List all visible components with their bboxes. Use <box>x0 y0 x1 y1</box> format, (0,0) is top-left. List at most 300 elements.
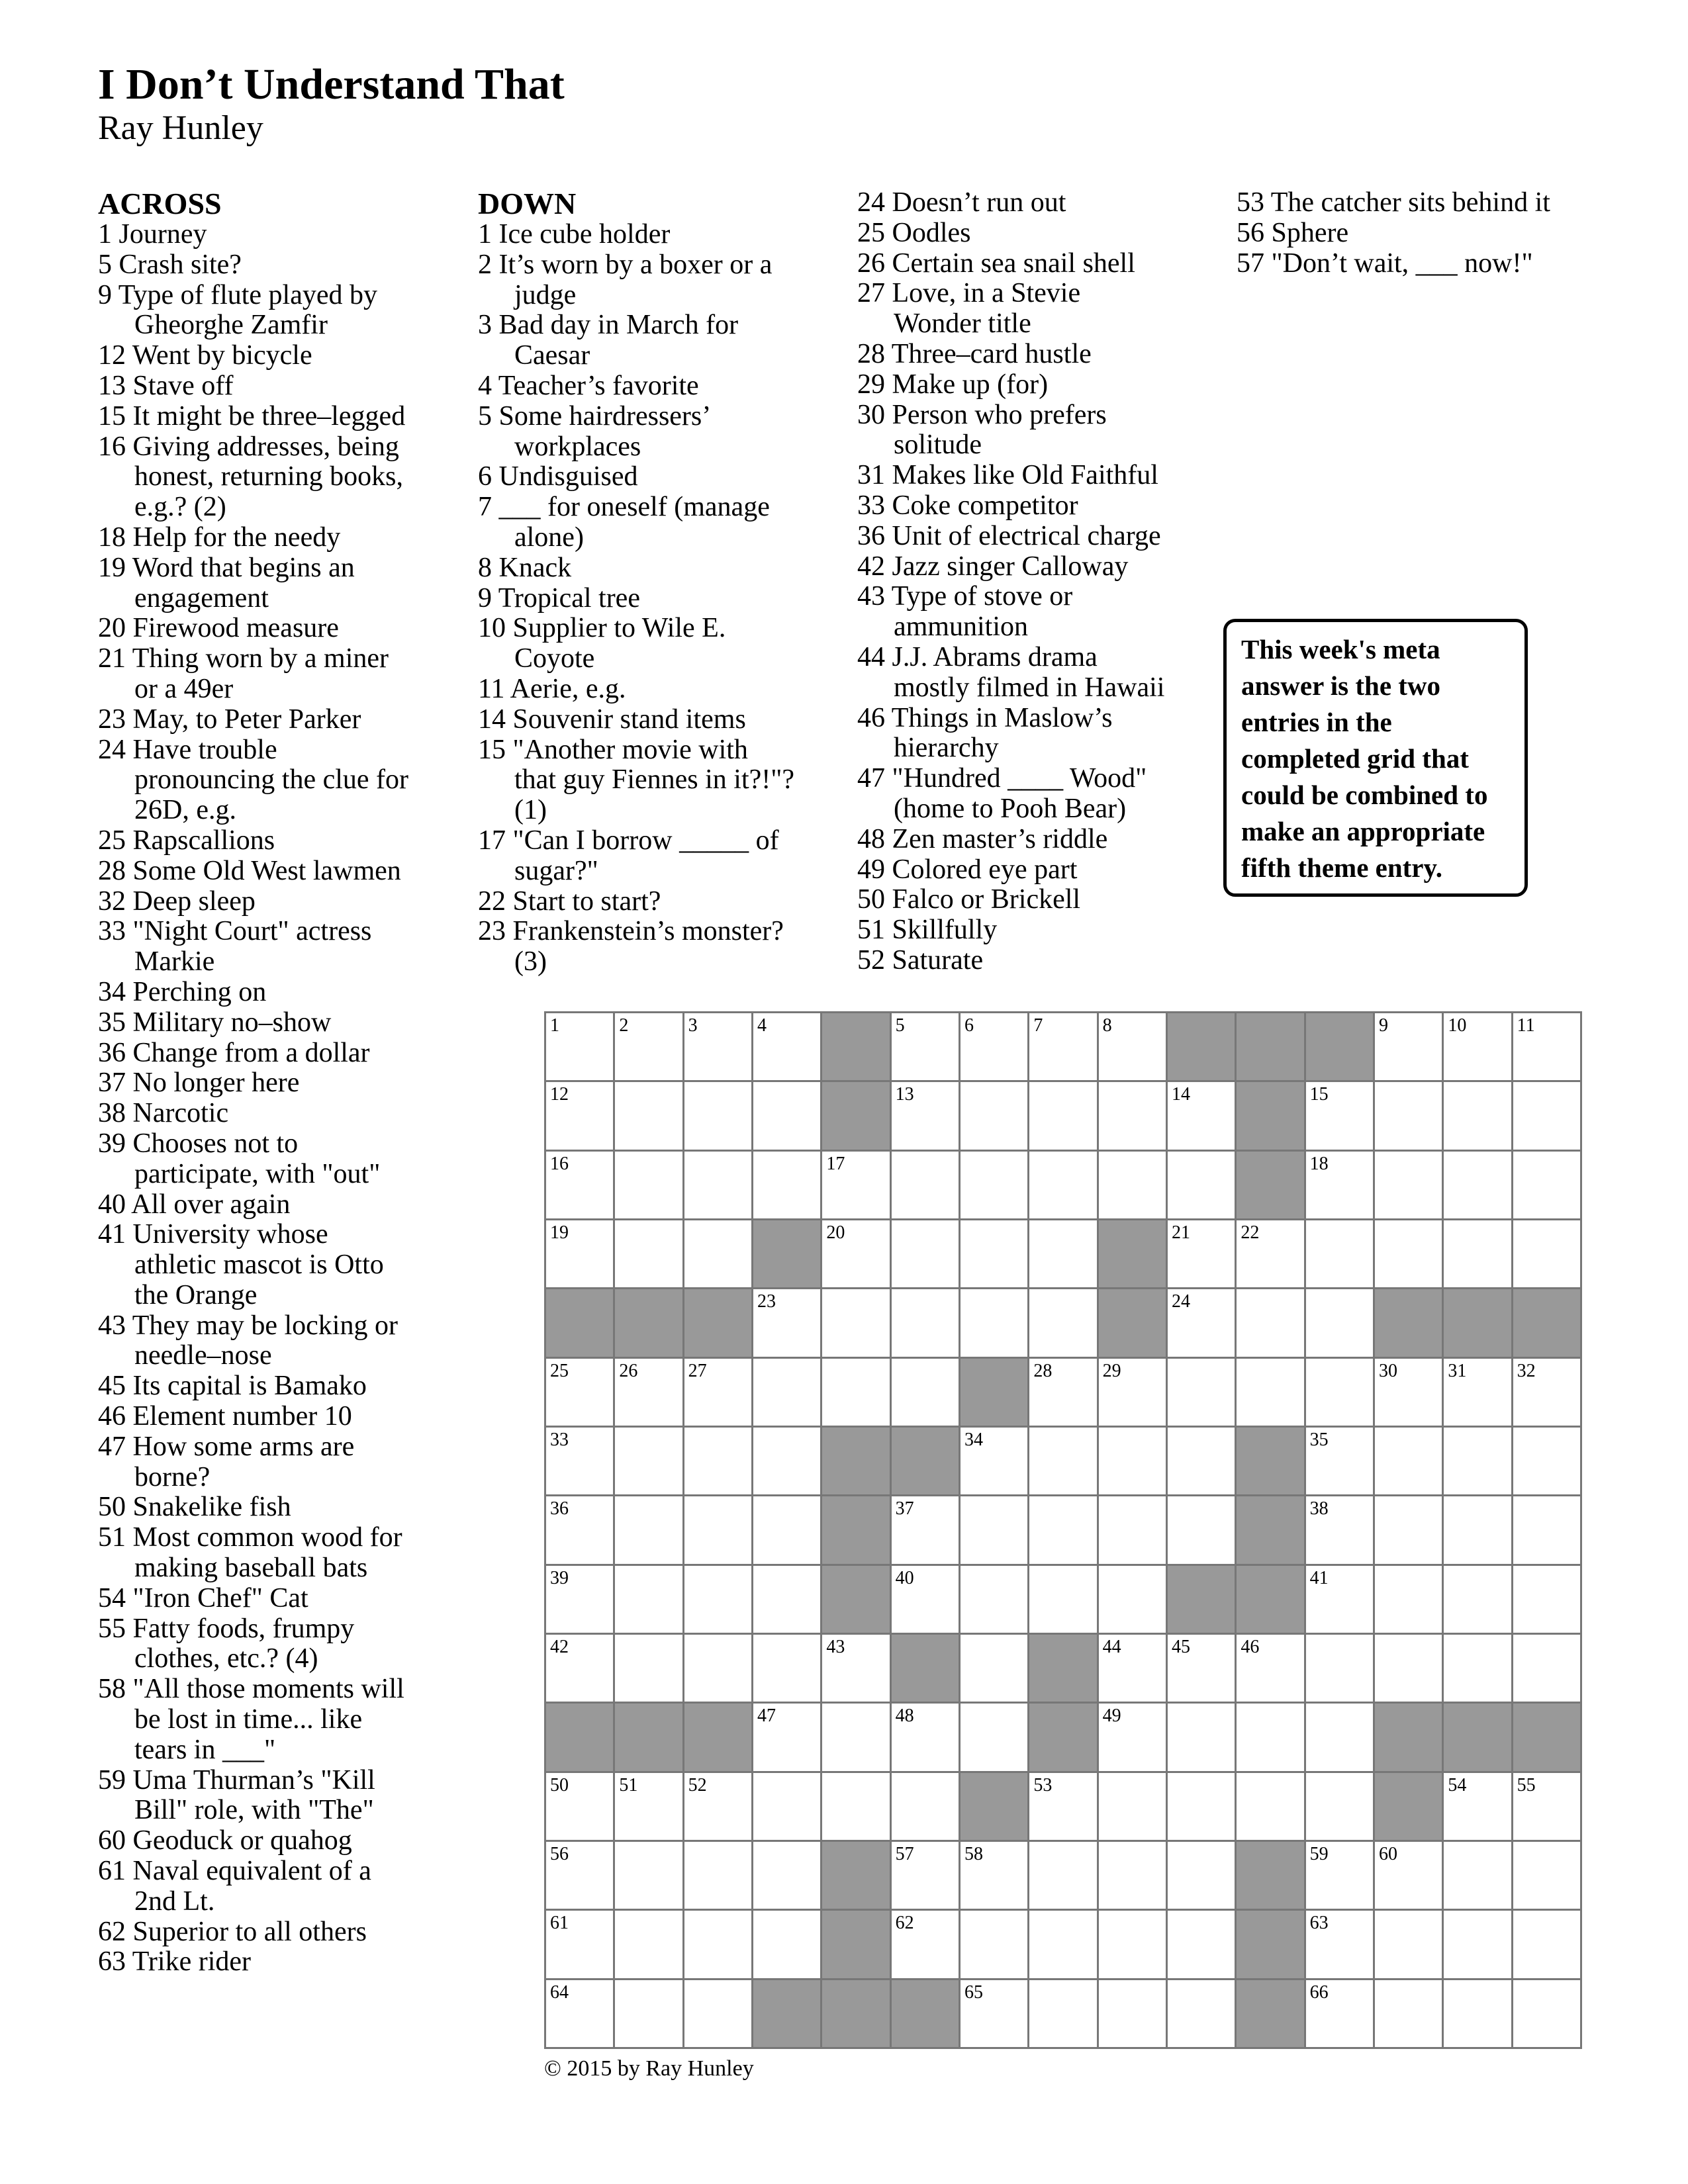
grid-cell[interactable] <box>1306 1289 1375 1358</box>
clue-item: 53 The catcher sits behind it <box>1237 187 1550 218</box>
grid-cell[interactable] <box>1029 1152 1098 1220</box>
clue-item: 25 Oodles <box>857 217 971 248</box>
grid-cell[interactable] <box>1099 1773 1168 1842</box>
grid-cell[interactable] <box>684 1152 753 1220</box>
grid-cell[interactable] <box>1029 1496 1098 1565</box>
grid-cell[interactable] <box>961 1082 1029 1151</box>
grid-cell[interactable] <box>1306 1980 1375 2049</box>
grid-block <box>1237 1082 1305 1151</box>
clue-item: 51 Skillfully <box>857 915 998 946</box>
clue-item: 42 Jazz singer Calloway <box>857 551 1129 582</box>
grid-cell[interactable] <box>822 1289 891 1358</box>
clue-item: 55 Fatty foods, frumpy clothes, etc.? (4) <box>98 1613 355 1674</box>
grid-cell[interactable] <box>1168 1704 1237 1772</box>
clue-item: 28 Some Old West lawmen <box>98 855 401 886</box>
grid-cell[interactable] <box>684 1773 753 1842</box>
grid-cell[interactable] <box>1168 1635 1237 1704</box>
grid-cell-number: 12 <box>550 1084 569 1105</box>
grid-block <box>892 1428 961 1496</box>
grid-cell[interactable] <box>1513 1220 1582 1289</box>
grid-cell[interactable] <box>684 1496 753 1565</box>
grid-cell[interactable] <box>1168 1980 1237 2049</box>
grid-cell-number: 25 <box>550 1360 569 1381</box>
grid-cell[interactable] <box>892 1082 961 1151</box>
grid-block <box>1444 1289 1513 1358</box>
grid-block <box>1168 1566 1237 1635</box>
grid-cell[interactable] <box>1444 1635 1513 1704</box>
grid-block <box>1375 1704 1444 1772</box>
grid-cell[interactable] <box>1099 1980 1168 2049</box>
grid-cell[interactable] <box>1513 1013 1582 1082</box>
grid-cell[interactable] <box>1168 1289 1237 1358</box>
clue-item: 62 Superior to all others <box>98 1916 367 1947</box>
clue-column-4 <box>1237 188 1607 279</box>
across-heading: ACROSS <box>98 187 222 220</box>
grid-block <box>1029 1635 1098 1704</box>
grid-cell[interactable] <box>546 1496 615 1565</box>
grid-cell[interactable] <box>546 1220 615 1289</box>
grid-cell[interactable] <box>1099 1911 1168 1979</box>
grid-cell[interactable] <box>1513 1566 1582 1635</box>
grid-block <box>1237 1013 1305 1082</box>
grid-cell-number: 29 <box>1102 1360 1121 1381</box>
grid-cell-number: 39 <box>550 1567 569 1588</box>
grid-cell[interactable] <box>546 1082 615 1151</box>
grid-cell[interactable] <box>1444 1220 1513 1289</box>
grid-cell[interactable] <box>1513 1911 1582 1979</box>
grid-cell[interactable] <box>1237 1773 1305 1842</box>
grid-cell-number: 48 <box>895 1706 914 1727</box>
grid-cell[interactable] <box>961 1704 1029 1772</box>
meta-instructions-box: This week's meta answer is the two entries in the completed grid that could be combined to make an appropriate fifth theme entry. <box>1223 619 1528 897</box>
grid-cell-number: 49 <box>1102 1706 1121 1727</box>
grid-cell-number: 36 <box>550 1498 569 1520</box>
clue-item: 31 Makes like Old Faithful <box>857 460 1158 491</box>
grid-cell[interactable] <box>684 1980 753 2049</box>
clue-item: 43 They may be locking or needle–nose <box>98 1310 398 1371</box>
clue-item: 9 Type of flute played by Gheorghe Zamfir <box>98 279 378 341</box>
grid-cell[interactable] <box>546 1635 615 1704</box>
grid-cell[interactable] <box>1099 1013 1168 1082</box>
grid-cell[interactable] <box>1168 1773 1237 1842</box>
grid-cell[interactable] <box>615 1220 684 1289</box>
grid-cell[interactable] <box>1099 1428 1168 1496</box>
grid-cell[interactable] <box>822 1704 891 1772</box>
grid-cell[interactable] <box>753 1842 822 1911</box>
grid-cell[interactable] <box>684 1842 753 1911</box>
grid-cell[interactable] <box>1168 1496 1237 1565</box>
grid-cell-number: 63 <box>1309 1913 1329 1934</box>
grid-cell[interactable] <box>961 1220 1029 1289</box>
grid-cell-number: 18 <box>1309 1153 1329 1174</box>
grid-cell[interactable] <box>546 1773 615 1842</box>
grid-cell[interactable] <box>615 1566 684 1635</box>
clue-item: 21 Thing worn by a miner or a 49er <box>98 643 389 704</box>
grid-cell-number: 62 <box>895 1913 914 1934</box>
grid-cell[interactable] <box>684 1082 753 1151</box>
copyright-notice: © 2015 by Ray Hunley <box>544 2056 754 2081</box>
clue-item: 59 Uma Thurman’s "Kill Bill" role, with "The" <box>98 1764 375 1826</box>
grid-block <box>822 1496 891 1565</box>
grid-cell[interactable] <box>684 1911 753 1979</box>
down-heading: DOWN <box>478 187 577 220</box>
grid-cell[interactable] <box>1306 1359 1375 1428</box>
grid-block <box>1513 1704 1582 1772</box>
grid-cell[interactable] <box>1099 1359 1168 1428</box>
grid-cell[interactable] <box>961 1911 1029 1979</box>
grid-cell[interactable] <box>1099 1704 1168 1772</box>
grid-cell[interactable] <box>615 1082 684 1151</box>
grid-cell[interactable] <box>1375 1635 1444 1704</box>
grid-cell[interactable] <box>615 1359 684 1428</box>
grid-cell[interactable] <box>892 1704 961 1772</box>
grid-cell-number: 24 <box>1172 1291 1190 1312</box>
clue-item: 29 Make up (for) <box>857 369 1049 400</box>
grid-block <box>1168 1013 1237 1082</box>
grid-cell[interactable] <box>1375 1082 1444 1151</box>
grid-cell[interactable] <box>753 1082 822 1151</box>
grid-cell[interactable] <box>753 1704 822 1772</box>
clue-item: 49 Colored eye part <box>857 854 1078 885</box>
grid-cell[interactable] <box>892 1359 961 1428</box>
clue-item: 2 It’s worn by a boxer or a judge <box>478 249 773 310</box>
grid-cell-number: 61 <box>550 1913 569 1934</box>
grid-cell[interactable] <box>822 1359 891 1428</box>
grid-cell[interactable] <box>1306 1220 1375 1289</box>
clue-item: 37 No longer here <box>98 1068 300 1099</box>
grid-block <box>961 1773 1029 1842</box>
grid-cell[interactable] <box>892 1773 961 1842</box>
grid-cell-number: 64 <box>550 1981 569 2003</box>
clue-item: 60 Geoduck or quahog <box>98 1825 352 1856</box>
grid-cell[interactable] <box>1237 1704 1305 1772</box>
grid-block <box>822 1013 891 1082</box>
grid-cell[interactable] <box>684 1428 753 1496</box>
grid-cell[interactable] <box>546 1980 615 2049</box>
grid-cell[interactable] <box>1444 1773 1513 1842</box>
grid-cell[interactable] <box>684 1359 753 1428</box>
grid-cell[interactable] <box>753 1013 822 1082</box>
grid-cell[interactable] <box>1029 1359 1098 1428</box>
clue-item: 14 Souvenir stand items <box>478 704 746 735</box>
grid-block <box>1237 1911 1305 1979</box>
grid-cell-number: 22 <box>1241 1222 1260 1243</box>
clue-item: 46 Things in Maslow’s hierarchy <box>857 702 1113 764</box>
clue-item: 26 Certain sea snail shell <box>857 248 1135 279</box>
clue-item: 11 Aerie, e.g. <box>478 673 626 704</box>
grid-cell[interactable] <box>1099 1635 1168 1704</box>
clue-item: 58 "All those moments will be lost in time... like tears in ___" <box>98 1674 404 1765</box>
grid-cell[interactable] <box>1375 1428 1444 1496</box>
grid-cell[interactable] <box>684 1566 753 1635</box>
grid-block <box>1099 1289 1168 1358</box>
grid-cell[interactable] <box>1513 1152 1582 1220</box>
grid-cell[interactable] <box>1099 1152 1168 1220</box>
clue-item: 43 Type of stove or ammunition <box>857 581 1073 643</box>
grid-cell[interactable] <box>1513 1428 1582 1496</box>
clue-item: 47 How some arms are borne? <box>98 1431 355 1492</box>
grid-cell[interactable] <box>1306 1911 1375 1979</box>
clue-item: 23 May, to Peter Parker <box>98 704 361 735</box>
grid-cell[interactable] <box>892 1842 961 1911</box>
grid-cell[interactable] <box>1306 1152 1375 1220</box>
grid-cell[interactable] <box>1306 1428 1375 1496</box>
clue-item: 34 Perching on <box>98 976 267 1007</box>
grid-cell[interactable] <box>1029 1773 1098 1842</box>
grid-cell[interactable] <box>1306 1635 1375 1704</box>
grid-cell-number: 10 <box>1448 1015 1467 1036</box>
grid-cell[interactable] <box>753 1359 822 1428</box>
grid-cell[interactable] <box>892 1566 961 1635</box>
clue-item: 17 "Can I borrow _____ of sugar?" <box>478 825 779 886</box>
grid-cell[interactable] <box>1444 1980 1513 2049</box>
clue-item: 36 Change from a dollar <box>98 1037 370 1068</box>
grid-cell[interactable] <box>1029 1842 1098 1911</box>
grid-cell[interactable] <box>546 1152 615 1220</box>
grid-cell[interactable] <box>1513 1773 1582 1842</box>
grid-cell-number: 30 <box>1379 1360 1397 1381</box>
grid-cell[interactable] <box>1513 1980 1582 2049</box>
grid-cell[interactable] <box>1444 1842 1513 1911</box>
grid-cell[interactable] <box>1306 1566 1375 1635</box>
grid-cell[interactable] <box>1375 1911 1444 1979</box>
grid-cell[interactable] <box>1168 1842 1237 1911</box>
grid-cell[interactable] <box>892 1220 961 1289</box>
grid-block <box>1237 1428 1305 1496</box>
grid-cell[interactable] <box>1099 1842 1168 1911</box>
grid-cell[interactable] <box>1375 1842 1444 1911</box>
grid-cell[interactable] <box>546 1013 615 1082</box>
grid-cell[interactable] <box>546 1566 615 1635</box>
grid-cell[interactable] <box>1444 1359 1513 1428</box>
grid-cell[interactable] <box>1029 1013 1098 1082</box>
grid-cell[interactable] <box>892 1911 961 1979</box>
clue-item: 5 Crash site? <box>98 249 242 280</box>
grid-cell[interactable] <box>961 1496 1029 1565</box>
grid-cell[interactable] <box>822 1220 891 1289</box>
grid-cell[interactable] <box>961 1013 1029 1082</box>
grid-cell[interactable] <box>546 1428 615 1496</box>
grid-cell[interactable] <box>1099 1566 1168 1635</box>
grid-cell[interactable] <box>753 1635 822 1704</box>
grid-cell[interactable] <box>1306 1773 1375 1842</box>
grid-cell[interactable] <box>1306 1082 1375 1151</box>
grid-block <box>1237 1980 1305 2049</box>
clue-item: 47 "Hundred ____ Wood" (home to Pooh Bear) <box>857 763 1147 824</box>
clue-item: 22 Start to start? <box>478 886 661 917</box>
grid-cell[interactable] <box>1237 1289 1305 1358</box>
grid-cell[interactable] <box>822 1635 891 1704</box>
grid-cell[interactable] <box>615 1842 684 1911</box>
grid-cell-number: 43 <box>826 1637 845 1657</box>
grid-cell[interactable] <box>961 1635 1029 1704</box>
grid-cell[interactable] <box>1029 1082 1098 1151</box>
grid-cell[interactable] <box>961 1566 1029 1635</box>
clue-item: 33 Coke competitor <box>857 490 1078 521</box>
grid-cell-number: 15 <box>1309 1084 1329 1105</box>
grid-cell[interactable] <box>753 1152 822 1220</box>
clue-column-1 <box>98 188 449 1978</box>
grid-cell[interactable] <box>1099 1496 1168 1565</box>
clue-item: 4 Teacher’s favorite <box>478 370 699 401</box>
grid-cell-number: 51 <box>619 1774 638 1796</box>
grid-cell[interactable] <box>1513 1082 1582 1151</box>
grid-cell-number: 13 <box>895 1084 914 1105</box>
grid-cell[interactable] <box>1375 1496 1444 1565</box>
grid-cell[interactable] <box>1168 1152 1237 1220</box>
grid-cell[interactable] <box>753 1289 822 1358</box>
grid-cell[interactable] <box>1237 1220 1305 1289</box>
grid-cell[interactable] <box>753 1773 822 1842</box>
grid-cell-number: 27 <box>688 1360 707 1381</box>
clue-item: 24 Doesn’t run out <box>857 187 1066 218</box>
grid-cell[interactable] <box>615 1911 684 1979</box>
grid-cell[interactable] <box>1444 1013 1513 1082</box>
grid-block <box>1444 1704 1513 1772</box>
grid-cell[interactable] <box>1029 1289 1098 1358</box>
grid-block <box>753 1220 822 1289</box>
grid-cell[interactable] <box>1444 1152 1513 1220</box>
grid-block <box>1513 1289 1582 1358</box>
clue-item: 56 Sphere <box>1237 217 1349 248</box>
grid-cell[interactable] <box>1168 1359 1237 1428</box>
grid-cell[interactable] <box>615 1980 684 2049</box>
grid-block <box>892 1980 961 2049</box>
clue-item: 36 Unit of electrical charge <box>857 520 1161 551</box>
grid-block <box>684 1704 753 1772</box>
grid-cell[interactable] <box>753 1911 822 1979</box>
grid-cell[interactable] <box>1168 1220 1237 1289</box>
grid-cell[interactable] <box>1306 1704 1375 1772</box>
grid-cell[interactable] <box>684 1635 753 1704</box>
grid-cell[interactable] <box>1375 1566 1444 1635</box>
grid-cell[interactable] <box>1444 1082 1513 1151</box>
clue-item: 25 Rapscallions <box>98 825 275 856</box>
grid-cell[interactable] <box>753 1566 822 1635</box>
clue-item: 13 Stave off <box>98 370 234 401</box>
clue-item: 23 Frankenstein’s monster? (3) <box>478 916 784 978</box>
grid-cell[interactable] <box>1168 1911 1237 1979</box>
grid-cell[interactable] <box>1375 1152 1444 1220</box>
grid-cell[interactable] <box>892 1013 961 1082</box>
grid-cell[interactable] <box>1444 1428 1513 1496</box>
grid-cell[interactable] <box>1237 1635 1305 1704</box>
grid-cell[interactable] <box>892 1289 961 1358</box>
grid-block <box>615 1704 684 1772</box>
grid-cell[interactable] <box>1513 1635 1582 1704</box>
grid-cell[interactable] <box>1168 1082 1237 1151</box>
grid-cell[interactable] <box>615 1428 684 1496</box>
grid-block <box>546 1704 615 1772</box>
grid-cell[interactable] <box>1513 1842 1582 1911</box>
grid-cell-number: 57 <box>895 1844 914 1864</box>
grid-cell[interactable] <box>1513 1496 1582 1565</box>
grid-cell-number: 7 <box>1033 1015 1043 1036</box>
grid-cell-number: 11 <box>1517 1015 1535 1036</box>
crossword-grid <box>544 1011 1582 2049</box>
grid-cell[interactable] <box>822 1773 891 1842</box>
grid-cell-number: 58 <box>964 1844 983 1864</box>
clue-item: 5 Some hairdressers’ workplaces <box>478 400 712 462</box>
grid-cell[interactable] <box>615 1152 684 1220</box>
clue-item: 1 Journey <box>98 219 207 250</box>
grid-block <box>1029 1704 1098 1772</box>
grid-cell[interactable] <box>1444 1496 1513 1565</box>
grid-cell-number: 60 <box>1379 1844 1397 1864</box>
grid-cell[interactable] <box>546 1359 615 1428</box>
grid-cell[interactable] <box>961 1428 1029 1496</box>
grid-cell-number: 52 <box>688 1774 707 1796</box>
grid-cell[interactable] <box>684 1013 753 1082</box>
grid-cell[interactable] <box>1375 1980 1444 2049</box>
clue-item: 20 Firewood measure <box>98 613 339 644</box>
grid-cell-number: 20 <box>826 1222 845 1243</box>
grid-cell[interactable] <box>961 1980 1029 2049</box>
grid-cell-number: 37 <box>895 1498 914 1520</box>
grid-cell[interactable] <box>1029 1566 1098 1635</box>
grid-cell[interactable] <box>961 1842 1029 1911</box>
grid-cell[interactable] <box>1444 1911 1513 1979</box>
grid-cell[interactable] <box>1444 1566 1513 1635</box>
clue-item: 48 Zen master’s riddle <box>857 823 1108 854</box>
grid-cell[interactable] <box>1237 1359 1305 1428</box>
grid-cell[interactable] <box>892 1152 961 1220</box>
grid-cell[interactable] <box>1513 1359 1582 1428</box>
clue-item: 63 Trike rider <box>98 1946 251 1978</box>
grid-cell[interactable] <box>961 1152 1029 1220</box>
grid-cell[interactable] <box>684 1220 753 1289</box>
grid-cell[interactable] <box>1375 1359 1444 1428</box>
grid-cell[interactable] <box>615 1635 684 1704</box>
grid-cell[interactable] <box>753 1428 822 1496</box>
grid-cell[interactable] <box>1375 1220 1444 1289</box>
grid-cell[interactable] <box>1099 1082 1168 1151</box>
grid-cell-number: 38 <box>1309 1498 1329 1520</box>
clue-item: 50 Falco or Brickell <box>857 884 1081 915</box>
grid-cell[interactable] <box>822 1152 891 1220</box>
grid-cell[interactable] <box>615 1013 684 1082</box>
grid-cell[interactable] <box>546 1911 615 1979</box>
grid-cell[interactable] <box>546 1842 615 1911</box>
grid-cell[interactable] <box>1375 1013 1444 1082</box>
grid-cell-number: 23 <box>757 1291 776 1312</box>
clue-item: 52 Saturate <box>857 944 984 976</box>
grid-cell[interactable] <box>1306 1842 1375 1911</box>
grid-cell[interactable] <box>1168 1428 1237 1496</box>
grid-block <box>1375 1773 1444 1842</box>
grid-block <box>822 1082 891 1151</box>
grid-cell[interactable] <box>1029 1220 1098 1289</box>
grid-cell[interactable] <box>1029 1428 1098 1496</box>
grid-cell[interactable] <box>1029 1980 1098 2049</box>
clue-item: 10 Supplier to Wile E. Coyote <box>478 613 726 674</box>
grid-cell[interactable] <box>615 1773 684 1842</box>
clue-item: 44 J.J. Abrams drama mostly filmed in Hawaii <box>857 641 1165 703</box>
grid-cell[interactable] <box>892 1496 961 1565</box>
clue-item: 38 Narcotic <box>98 1098 229 1129</box>
grid-cell[interactable] <box>753 1496 822 1565</box>
clue-item: 19 Word that begins an engagement <box>98 552 355 614</box>
grid-cell-number: 35 <box>1309 1430 1329 1450</box>
clue-item: 15 It might be three–legged <box>98 400 406 432</box>
grid-cell[interactable] <box>615 1496 684 1565</box>
clue-column-2 <box>478 188 829 978</box>
grid-cell[interactable] <box>1306 1496 1375 1565</box>
grid-cell[interactable] <box>1029 1911 1098 1979</box>
grid-cell[interactable] <box>961 1289 1029 1358</box>
clue-item: 54 "Iron Chef" Cat <box>98 1582 308 1614</box>
grid-block <box>546 1289 615 1358</box>
